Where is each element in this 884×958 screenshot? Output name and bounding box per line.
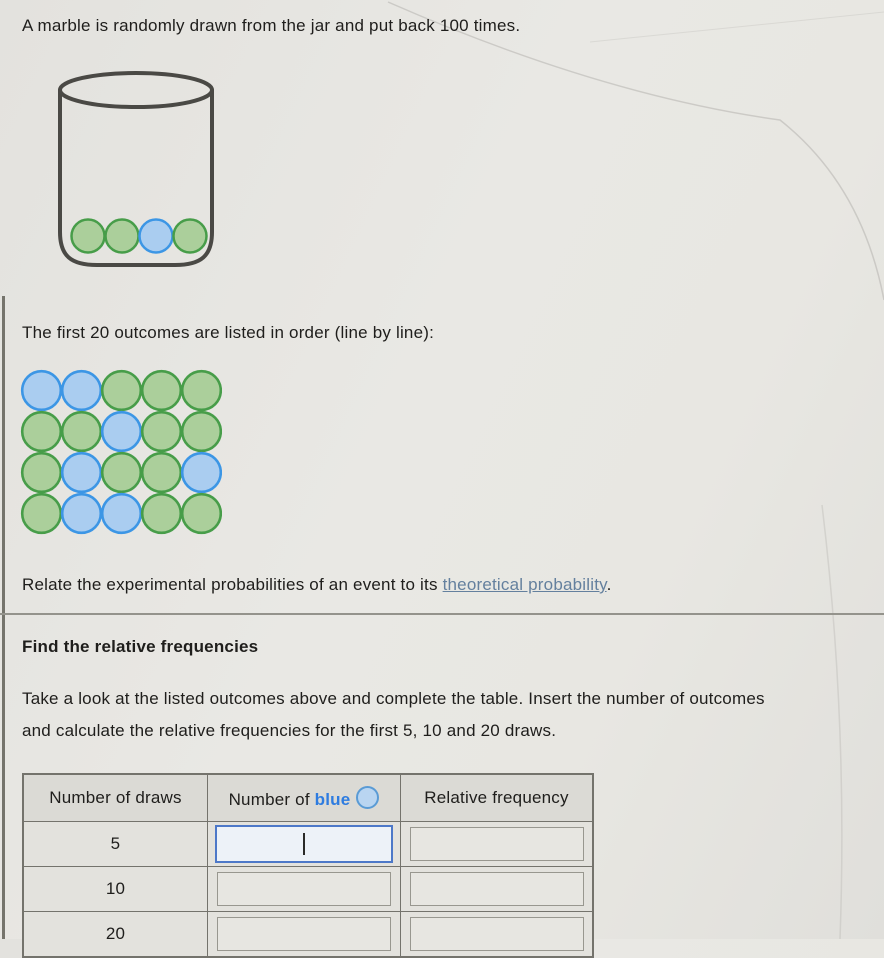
marble-green: [62, 412, 101, 451]
task-instructions: [0, 683, 884, 747]
blue-count-cell-10: [208, 867, 401, 912]
blue-count-cell-20: [208, 912, 401, 958]
relative-frequency-input-5[interactable]: [410, 827, 584, 861]
marble-green: [22, 453, 61, 492]
marble-blue: [62, 371, 101, 410]
frequency-table: [22, 773, 594, 958]
relate-text: [0, 573, 884, 597]
blue-count-input-10[interactable]: [217, 872, 391, 906]
marble-blue: [182, 453, 221, 492]
marble-blue: [62, 453, 101, 492]
marble-green: [142, 412, 181, 451]
relative-frequency-cell-20: [401, 912, 594, 958]
blue-count-input-20[interactable]: [217, 917, 391, 951]
table-row: [23, 912, 593, 958]
marble-green: [142, 494, 181, 533]
marble-blue: [62, 494, 101, 533]
marble-blue: [102, 494, 141, 533]
table-header-row: [23, 774, 593, 822]
marble-green: [22, 412, 61, 451]
section-divider: [0, 613, 884, 615]
marble-blue: [140, 220, 173, 253]
marble-green: [102, 453, 141, 492]
task-heading: Find the relative frequencies: [22, 637, 259, 656]
marble-blue: [22, 371, 61, 410]
outcome-marbles: [22, 371, 221, 533]
draws-cell-5: 5: [23, 822, 208, 867]
jar-illustration: [57, 68, 884, 273]
outcomes-grid: [20, 369, 884, 541]
text-caret: [303, 833, 305, 855]
header-relative-frequency: Relative frequency: [401, 774, 594, 822]
relative-frequency-input-10[interactable]: [410, 872, 584, 906]
intro-text: A marble is randomly drawn from the jar and put back 100 times.: [22, 16, 521, 35]
table-row: [23, 822, 593, 867]
marble-green: [182, 371, 221, 410]
blue-count-cell-5: [208, 822, 401, 867]
relative-frequency-cell-5: [401, 822, 594, 867]
jar-marbles: [72, 220, 207, 253]
marble-green: [102, 371, 141, 410]
marble-blue: [102, 412, 141, 451]
outcomes-label: The first 20 outcomes are listed in order (line by line):: [22, 323, 435, 342]
header-number-of-blue: [208, 774, 401, 822]
table-row: [23, 867, 593, 912]
header-blue-prefix: Number of: [228, 790, 315, 809]
relate-text-prefix: Relate the experimental probabilities of an event to its: [22, 575, 443, 594]
blue-marble-icon: [356, 786, 379, 809]
marble-green: [182, 494, 221, 533]
marble-green: [174, 220, 207, 253]
relate-text-suffix: .: [606, 575, 612, 594]
marble-green: [182, 412, 221, 451]
relative-frequency-cell-10: [401, 867, 594, 912]
marble-green: [72, 220, 105, 253]
header-blue-word: blue: [314, 790, 351, 809]
instruction-line-1: Take a look at the listed outcomes above and complete the table. Insert the number of outcomes: [22, 689, 765, 708]
header-number-of-draws: Number of draws: [23, 774, 208, 822]
draws-cell-10: 10: [23, 867, 208, 912]
theoretical-probability-link[interactable]: theoretical probability: [442, 575, 607, 594]
relative-frequency-input-20[interactable]: [410, 917, 584, 951]
draws-cell-20: 20: [23, 912, 208, 958]
marble-green: [142, 453, 181, 492]
jar-opening: [60, 73, 212, 107]
marble-green: [142, 371, 181, 410]
marble-green: [106, 220, 139, 253]
marble-green: [22, 494, 61, 533]
instruction-line-2: and calculate the relative frequencies for the first 5, 10 and 20 draws.: [22, 721, 557, 740]
